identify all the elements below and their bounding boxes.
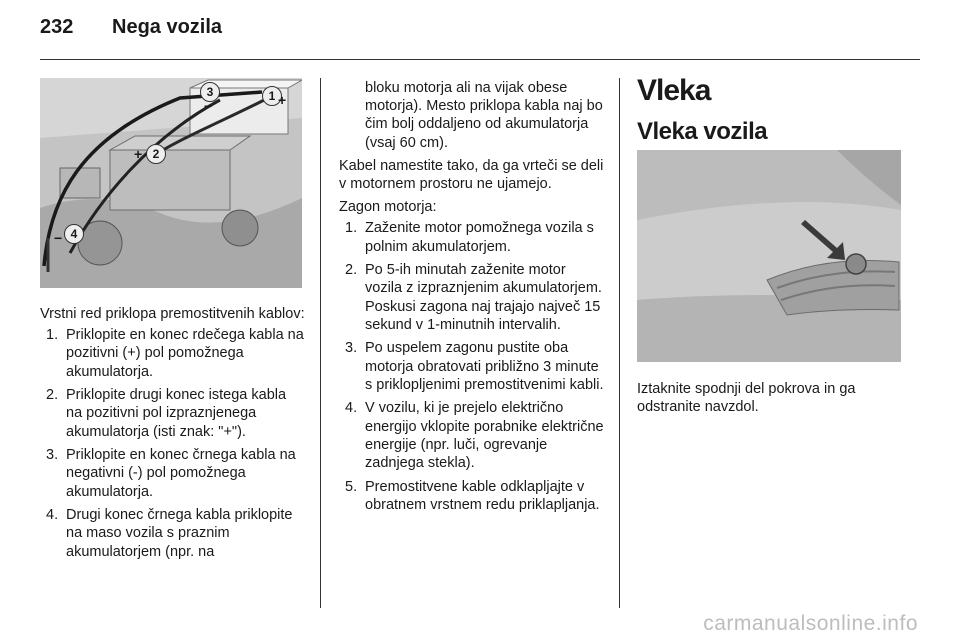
list-item (339, 399, 605, 472)
jump-start-illustration (40, 78, 302, 288)
list-item (339, 478, 605, 514)
step-number: 4. (345, 400, 358, 417)
step-text: Priklopite en konec rdečega kabla na pozitivni (+) pol pomožnega akumulatorja. (66, 327, 304, 380)
column-divider-2 (619, 78, 620, 608)
page-header (40, 16, 222, 39)
plus-sign-1: + (278, 92, 287, 108)
step-text: Po uspelem zagonu pustite oba motorja obratovati približno 3 minute s priklopljenimi premostitvenimi kabli. (365, 340, 604, 393)
cable-note: Kabel namestite tako, da ga vrteči se deli v motornem prostoru ne ujamejo. (339, 157, 604, 193)
list-item (40, 386, 306, 441)
page-title: Nega vozila (112, 16, 223, 38)
cover-removal-caption: Iztaknite spodnji del pokrova in ga odstranite navzdol. (637, 381, 856, 416)
step-text: V vozilu, ki je prejelo električno energijo vklopite porabnike električne energije (npr. luči, ogrevanje zadnjega stekla). (365, 400, 604, 472)
list-item (339, 261, 605, 334)
step-text: Po 5-ih minutah zaženite motor vozila z izpraznjenim akumulatorjem. Poskusi zagona naj trajajo največ 15 sekund v 1-minutnih intervalih. (365, 262, 602, 333)
right-column-headings (637, 74, 917, 146)
header-rule (40, 59, 920, 60)
step-text: Zaženite motor pomožnega vozila s polnim akumulatorjem. (365, 220, 594, 255)
jump-order-list (40, 326, 306, 561)
plus-sign-2: + (134, 146, 143, 162)
callout-3: 3 (200, 82, 220, 102)
step-number: 2. (46, 387, 59, 404)
page-number: 232 (40, 16, 74, 38)
callout-4: 4 (64, 224, 84, 244)
callout-2: 2 (146, 144, 166, 164)
jump-order-intro: Vrstni red priklopa premostitvenih kablov: (40, 306, 305, 322)
step-number: 5. (345, 478, 358, 495)
section-heading: Vleka (637, 74, 711, 107)
step-text: Drugi konec črnega kabla priklopite na maso vozila s praznim akumulatorjem (npr. na (66, 507, 293, 560)
subsection-heading: Vleka vozila (637, 118, 768, 145)
list-item (40, 506, 306, 561)
step-number: 3. (46, 447, 59, 464)
column-divider-1 (320, 78, 321, 608)
minus-sign-3: − (204, 98, 213, 114)
watermark: carmanualsonline.info (703, 612, 918, 635)
list-item (40, 446, 306, 501)
step-text: Premostitvene kable odklapljajte v obratnem vrstnem redu priklapljanja. (365, 478, 600, 513)
step-number: 3. (345, 340, 358, 357)
right-column-text (637, 380, 917, 416)
list-item (40, 326, 306, 381)
bumper-drawing (637, 150, 901, 362)
list-item (339, 339, 605, 394)
list-item (339, 219, 605, 255)
step-number: 4. (46, 507, 59, 524)
middle-column-text (339, 79, 605, 519)
step-number: 1. (345, 220, 358, 237)
engine-bay-drawing (40, 78, 302, 288)
step-text: Priklopite en konec črnega kabla na negativni (-) pol pomožnega akumulatorja. (66, 447, 296, 500)
step-number: 1. (46, 327, 59, 344)
left-column-text (40, 305, 306, 566)
start-label: Zagon motorja: (339, 199, 437, 216)
callout-1: 1 (262, 86, 282, 106)
minus-sign-4: − (54, 230, 63, 246)
continuation-text: bloku motorja ali na vijak obese motorja). Mesto priklopa kabla naj bo čim bolj oddaljeno od akumulatorja (vsaj 60 cm). (365, 80, 603, 151)
step-number: 2. (345, 262, 358, 279)
bumper-illustration (637, 150, 901, 362)
step-text: Priklopite drugi konec istega kabla na pozitivni pol izpraznjenega akumulatorja (isti znak: "+"). (66, 387, 287, 440)
start-steps-list (339, 219, 605, 514)
